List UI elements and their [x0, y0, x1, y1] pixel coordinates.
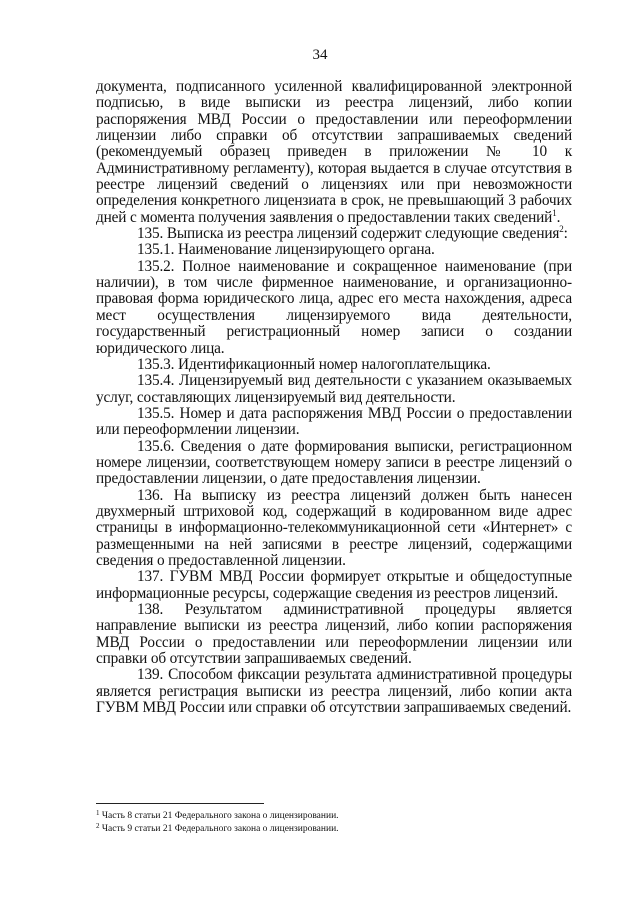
paragraph-135-3: 135.3. Идентификационный номер налогоплательщика. — [137, 355, 491, 373]
footnote-separator — [96, 803, 264, 804]
body-text — [96, 79, 572, 716]
paragraph-135 — [96, 226, 572, 242]
footnote-ref: 2 — [559, 224, 564, 235]
footnote-ref: 1 — [552, 207, 557, 218]
footnote-1 — [96, 810, 572, 823]
paragraph-135-2: 135.2. Полное наименование и сокращенное наименование (при наличии), в том числе фирменное наименование, и организационно-правовая форма юридического лица, адрес его места нахождения, адреса мест осуществления лицензируемого вида деятельности, государственный регистрационный номер записи о создании юридического лица. — [96, 257, 572, 357]
paragraph-text: 135. Выписка из реестра лицензий содержит следующие сведения — [137, 225, 560, 243]
footnote-text: Часть 9 статьи 21 Федерального закона о лицензировании. — [99, 823, 339, 834]
footnote-mark: 2 — [96, 821, 100, 830]
paragraph-137: 137. ГУВМ МВД России формирует открытые и общедоступные информационные ресурсы, содержащие сведения из реестров лицензий. — [96, 568, 572, 602]
paragraph-end: : — [563, 225, 568, 243]
footnotes — [96, 810, 572, 835]
paragraph-136: 136. На выписку из реестра лицензий должен быть нанесен двухмерный штриховой код, содержащий в кодированном виде адрес страницы в информационно-телекоммуникационной сети «Интернет» с размещенными на ней записями в реестре лицензий, содержащими сведения о предоставленной лицензии. — [96, 486, 572, 569]
footnote-mark: 1 — [96, 809, 100, 817]
footnote-2 — [96, 823, 572, 836]
paragraph-135-4: 135.4. Лицензируемый вид деятельности с указанием оказываемых услуг, составляющих лицензируемый вид деятельности. — [96, 372, 572, 406]
paragraph-135-1: 135.1. Наименование лицензирующего органа. — [137, 241, 435, 259]
paragraph-135-6: 135.6. Сведения о дате формирования выписки, регистрационном номере лицензии, соответствующем номеру записи в реестре лицензий о предоставлении лицензии, о дате предоставления лицензии. — [96, 437, 572, 488]
paragraph-138: 138. Результатом административной процедуры является направление выписки из реестра лицензий, либо копии распоряжения МВД России о предоставлении или переоформлении лицензии или справки об отсутствии запрашиваемых сведений. — [96, 601, 572, 668]
paragraph-139: 139. Способом фиксации результата административной процедуры является регистрация выписки из реестра лицензий, либо копии акта ГУВМ МВД России или справки об отсутствии запрашиваемых сведений. — [96, 666, 572, 717]
footnote-text: Часть 8 статьи 21 Федерального закона о лицензировании. — [99, 811, 339, 821]
paragraph-continuation — [96, 79, 572, 226]
paragraph-135-5: 135.5. Номер и дата распоряжения МВД России о предоставлении или переоформлении лицензии. — [96, 404, 572, 439]
paragraph-text: документа, подписанного усиленной квалифицированной электронной подписью, в виде выписки из реестра лицензий, либо копии распоряжения МВД России о предоставлении или переоформлении лицензии либо справки об отсутствии запрашиваемых сведений (рекомендуемый образец приведен в приложении № 10 к Административному регламенту), которая выдается в случае отсутствия в реестре лицензий сведений о лицензиях или при невозможности определения конкретного лицензиата в срок, не превышающий 3 рабочих дней с момента получения заявления о предоставлении таких сведений — [96, 78, 572, 226]
paragraph-end: . — [556, 208, 561, 226]
page-number: 34 — [312, 47, 328, 63]
